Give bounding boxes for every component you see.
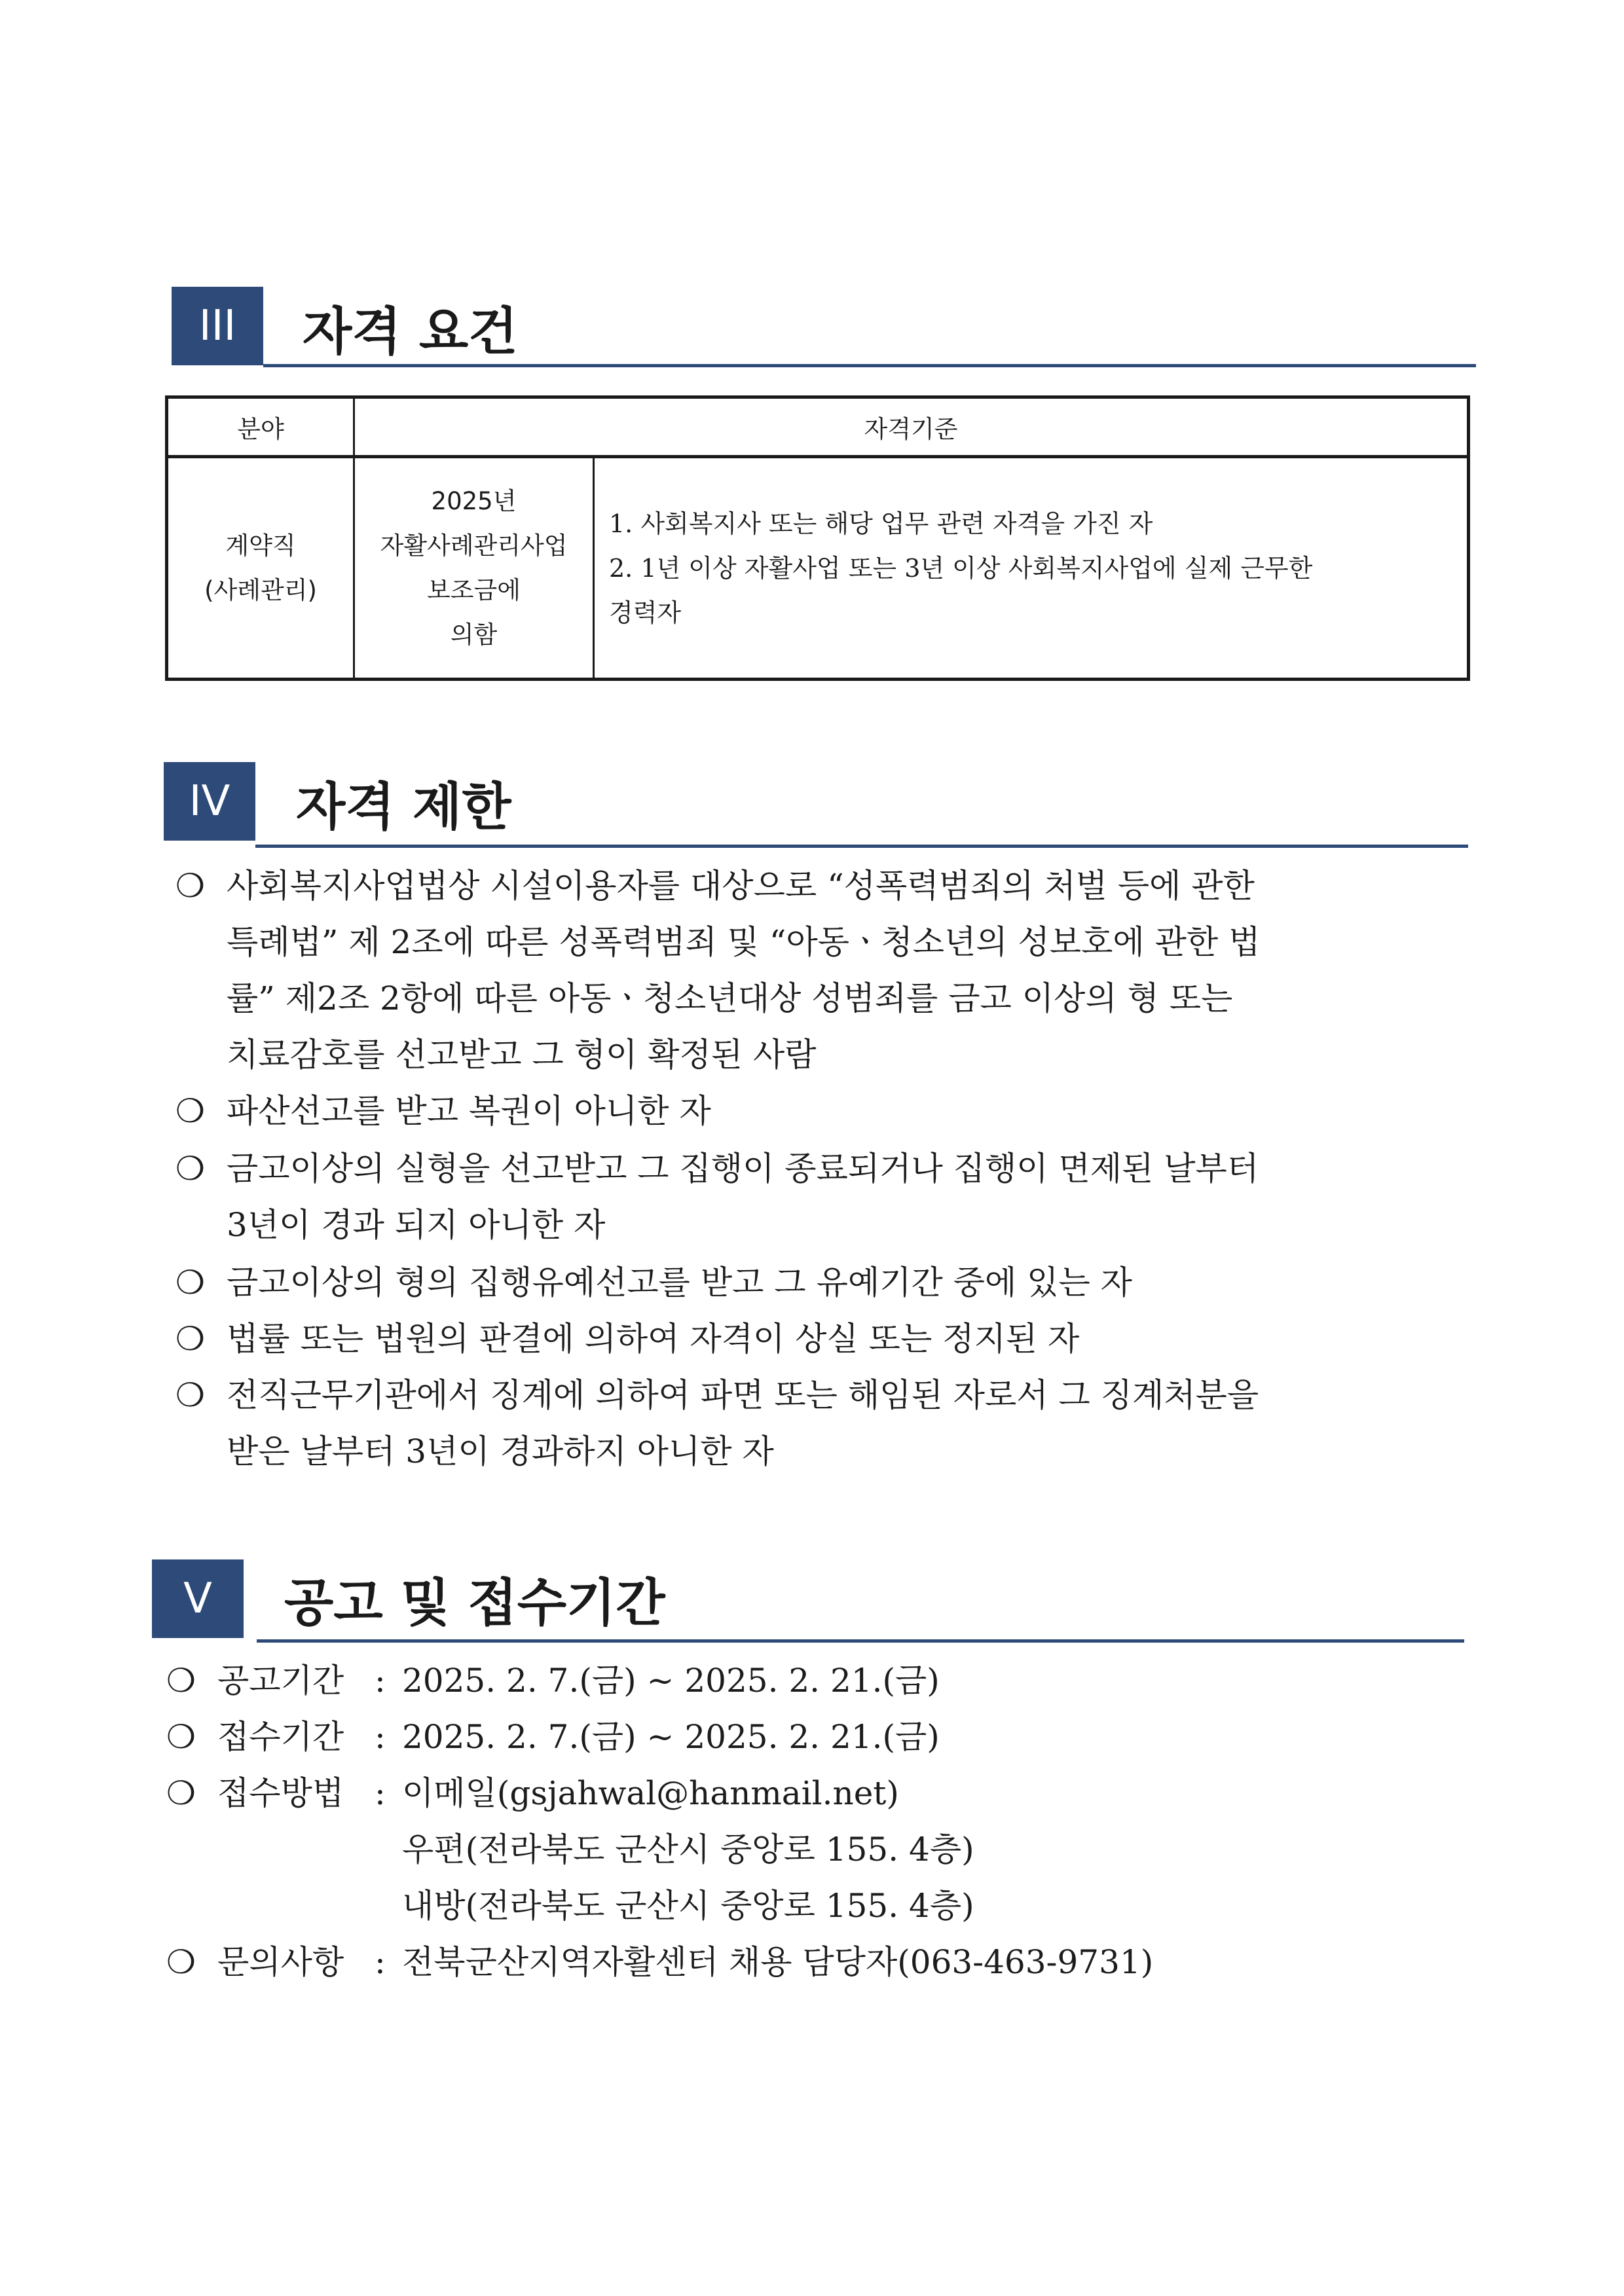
section-title: 자격 요건 [303,302,518,361]
list-item: 3년이 경과 되지 아니한 자 [227,1206,606,1244]
list-item: 사회복지사업법상 시설이용자를 대상으로 “성폭력범죄의 처벌 등에 관한 [227,867,1255,905]
receipt-method-post: 우편(전라북도 군산시 중앙로 155. 4층) [402,1831,974,1868]
receipt-method-label: 접수방법 [217,1774,344,1812]
bullet-icon: ❍ [175,1320,205,1358]
separator: : [375,1943,386,1981]
criteria-text: 1. 사회복지사 또는 해당 업무 관련 자격을 가진 자 [609,509,1153,538]
criteria-text: 경력자 [609,598,682,627]
section-title: 자격 제한 [296,778,511,837]
list-item: 금고이상의 실형을 선고받고 그 집행이 종료되거나 집행이 면제된 날부터 [227,1150,1259,1188]
table-header-row [167,397,1469,457]
field-text: 계약직 [225,531,296,560]
list-item: 특례법” 제 2조에 따른 성폭력범죄 및 “아동ㆍ청소년의 성보호에 관한 법 [227,923,1261,961]
receipt-period-value: 2025. 2. 7.(금) ~ 2025. 2. 21.(금) [402,1718,940,1756]
table-header-criteria: 자격기준 [354,397,1469,457]
bullet-icon: ❍ [175,1264,205,1302]
criteria-text: 2. 1년 이상 자활사업 또는 3년 이상 사회복지사업에 실제 근무한 [609,553,1313,583]
section-number-box: V [152,1559,244,1638]
receipt-method-email: 이메일(gsjahwal@hanmail.net) [402,1774,899,1812]
receipt-period-label: 접수기간 [217,1718,344,1756]
table-header-field: 분야 [167,397,354,457]
section-number-box: IV [164,762,255,841]
notice-period-label: 공고기간 [217,1662,344,1700]
list-item: 받은 날부터 3년이 경과하지 아니한 자 [227,1432,774,1470]
list-item: 금고이상의 형의 집행유예선고를 받고 그 유예기간 중에 있는 자 [227,1264,1132,1302]
bullet-icon: ❍ [175,867,205,905]
criteria-cell [594,457,1469,680]
requirements-table [165,395,1470,681]
bullet-icon: ❍ [166,1774,196,1812]
separator: : [375,1718,386,1756]
bullet-icon: ❍ [175,1150,205,1188]
inquiry-label: 문의사항 [217,1943,344,1981]
receipt-method-visit: 내방(전라북도 군산시 중앙로 155. 4층) [402,1887,974,1925]
list-item: 파산선고를 받고 복권이 아니한 자 [227,1092,711,1130]
separator: : [375,1774,386,1812]
bullet-icon: ❍ [175,1376,205,1414]
list-item: 법률 또는 법원의 판결에 의하여 자격이 상실 또는 정지된 자 [227,1320,1080,1358]
basis-text: 2025년 [431,486,517,515]
field-text: (사례관리) [204,575,317,604]
basis-cell [354,457,594,680]
section-rule [263,364,1476,367]
section-title: 공고 및 접수기간 [284,1574,665,1633]
table-row [167,457,1469,680]
bullet-icon: ❍ [175,1092,205,1130]
basis-text: 자활사례관리사업 [380,531,568,560]
bullet-icon: ❍ [166,1718,196,1756]
field-cell [167,457,354,680]
separator: : [375,1662,386,1700]
bullet-icon: ❍ [166,1662,196,1700]
basis-text: 보조금에 [427,575,521,604]
list-item: 전직근무기관에서 징계에 의하여 파면 또는 해임된 자로서 그 징계처분을 [227,1376,1259,1414]
list-item: 률” 제2조 2항에 따른 아동ㆍ청소년대상 성범죄를 금고 이상의 형 또는 [227,979,1233,1017]
list-item: 치료감호를 선고받고 그 형이 확정된 사람 [227,1036,817,1074]
notice-period-value: 2025. 2. 7.(금) ~ 2025. 2. 21.(금) [402,1662,940,1700]
bullet-icon: ❍ [166,1943,196,1981]
section-rule [257,1639,1464,1643]
section-number-box: III [172,287,263,365]
basis-text: 의함 [450,620,498,649]
section-rule [255,845,1468,848]
inquiry-value: 전북군산지역자활센터 채용 담당자(063-463-9731) [402,1943,1154,1981]
